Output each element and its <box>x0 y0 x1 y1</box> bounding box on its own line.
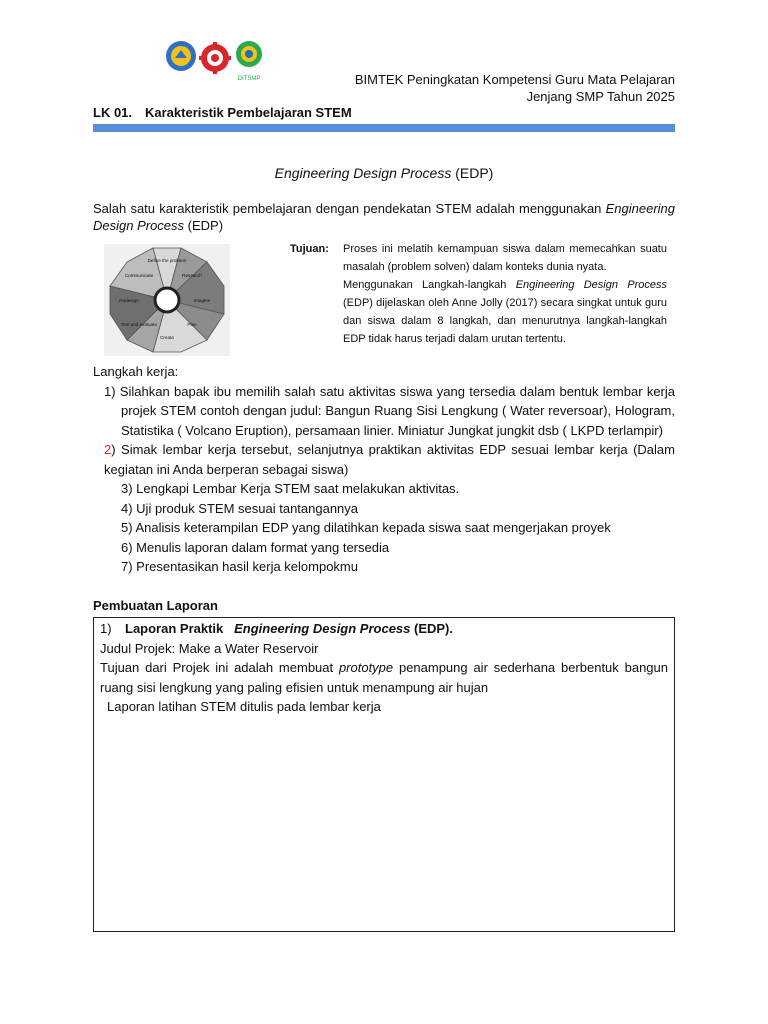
lk-title: Karakteristik Pembelajaran STEM <box>145 105 352 120</box>
label-plan: Plan <box>187 322 197 327</box>
tujuan-text-1: Proses ini melatih kemampuan siswa dalam memecahkan suatu masalah (problem solven) dalam konteks dunia nyata. <box>343 243 667 273</box>
step-1: 1) Silahkan bapak ibu memilih salah satu aktivitas siswa yang tersedia dalam bentuk lembar kerja projek STEM contoh dengan judul: Bangun Ruang Sisi Lengkung ( Water reversoar), Hologram, Statistika ( Volcano Eruption), persamaan linier. Miniatur Jungkat jungkit dsb ( LKPD terlampir) <box>104 383 675 438</box>
page-title: Engineering Design Process (EDP) <box>274 165 494 181</box>
header-line-2: Jenjang SMP Tahun 2025 <box>526 89 675 104</box>
report-note: Laporan latihan STEM ditulis pada lembar kerja <box>107 699 381 714</box>
label-test: Test and evaluate <box>120 322 158 327</box>
label-communicate: Communicate <box>124 273 154 278</box>
step-5: 5) Analisis keterampilan EDP yang dilatihkan kepada siswa saat mengerjakan proyek <box>121 520 611 535</box>
report-judul: Judul Projek: Make a Water Reservoir <box>100 640 319 656</box>
report-heading: Pembuatan Laporan <box>93 598 218 613</box>
label-create: Create <box>160 335 174 340</box>
gear-logo <box>199 42 231 79</box>
tujuan-label: Tujuan: <box>290 243 329 255</box>
tujuan-block <box>290 240 667 348</box>
report-tujuan: Tujuan dari Projek ini adalah membuat prototype penampung air sederhana berbentuk bangun ruang sisi lengkung yang paling efisien untuk menampung air hujan <box>100 660 668 695</box>
label-imagine: Imagine <box>193 298 211 303</box>
tujuan-text-2: Menggunakan Langkah-langkah Engineering Design Process (EDP) dijelaskan oleh Anne Jolly (2017) secara singkat untuk guru dan siswa dalam 8 langkah, dan menurutnya langkah-langkah EDP tidak harus terjadi dalam urutan tertentu. <box>343 279 667 345</box>
header-divider-bar <box>93 124 675 132</box>
step-2-number: 2 <box>104 442 112 457</box>
ditsmp-logo-text: DITSMP <box>237 76 261 82</box>
intro-paragraph: Salah satu karakteristik pembelajaran dengan pendekatan STEM adalah menggunakan Engineering Design Process (EDP) <box>93 201 675 233</box>
steps-section <box>93 362 675 577</box>
step-2: 2) Simak lembar kerja tersebut, selanjutnya praktikan aktivitas EDP sesuai lembar kerja (Dalam kegiatan ini Anda berperan sebagai siswa) <box>104 442 675 477</box>
label-research: Research <box>182 273 202 278</box>
ministry-logo <box>165 40 197 77</box>
label-redesign: Redesign <box>119 298 139 303</box>
step-4: 4) Uji produk STEM sesuai tantangannya <box>121 500 359 516</box>
header-line-1: BIMTEK Peningkatan Kompetensi Guru Mata Pelajaran <box>354 72 675 87</box>
report-item-title: 1) Laporan Praktik Engineering Design Process (EDP). <box>100 621 454 636</box>
lk-heading <box>93 105 352 120</box>
lk-number: LK 01. <box>93 105 133 120</box>
label-define: Define the problem <box>147 258 187 263</box>
step-3: 3) Lengkapi Lembar Kerja STEM saat melakukan aktivitas. <box>121 481 460 496</box>
edp-diagram <box>104 244 230 356</box>
steps-heading: Langkah kerja: <box>93 364 179 379</box>
ditsmp-logo <box>233 40 265 89</box>
report-box <box>93 617 675 932</box>
step-6: 6) Menulis laporan dalam format yang tersedia <box>121 539 390 555</box>
step-7: 7) Presentasikan hasil kerja kelompokmu <box>121 559 358 574</box>
